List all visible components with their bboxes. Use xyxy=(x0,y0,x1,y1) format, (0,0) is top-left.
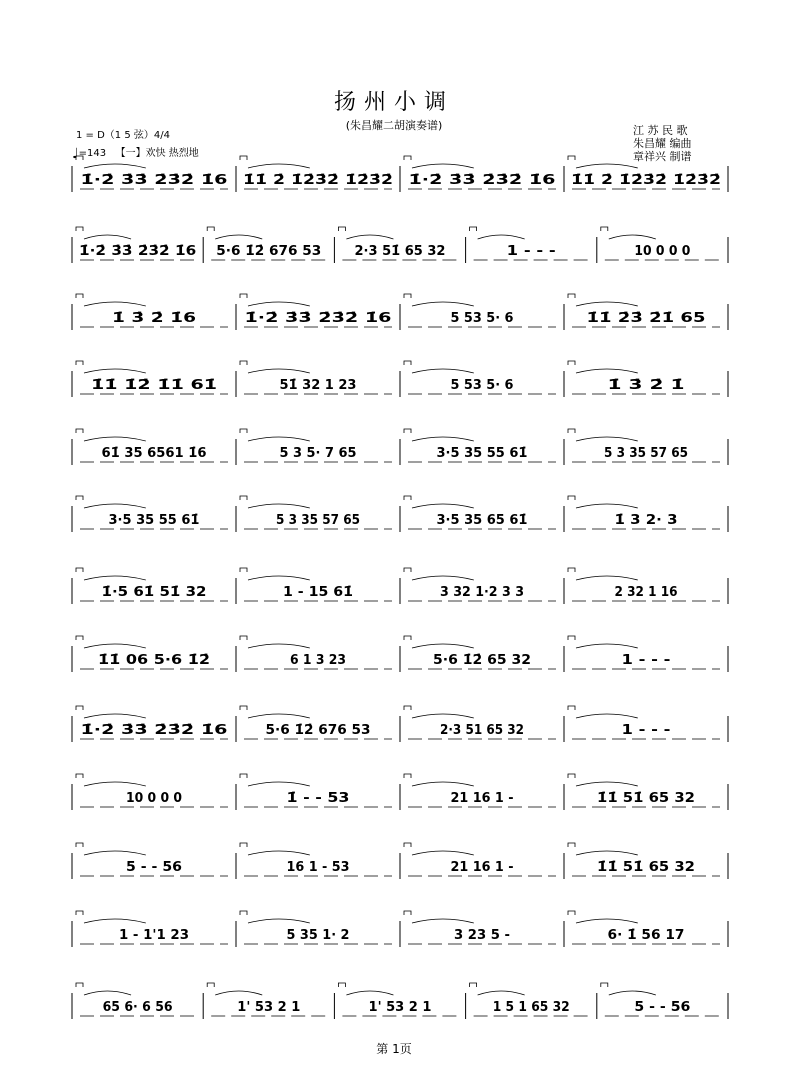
measure-notes: 1̇1̇ 2̇ 1̇2̇3̇2̇ 1̇2̇3̇2̇ xyxy=(571,173,721,188)
measure-notes: 1 - - - xyxy=(621,653,671,668)
measure-notes: 16 1 - 53 xyxy=(286,860,350,875)
measure-notes: 21 16 1 - xyxy=(450,860,514,875)
slur-mark xyxy=(412,919,474,923)
score-row xyxy=(72,716,728,750)
down-bow-icon xyxy=(404,636,411,640)
down-bow-icon xyxy=(76,983,83,987)
measure-notes: 5 - - 56 xyxy=(126,860,182,875)
slur-mark xyxy=(215,991,262,995)
down-bow-icon xyxy=(568,568,575,572)
slur-mark xyxy=(576,714,638,718)
down-bow-icon xyxy=(76,706,83,710)
score-row-svg xyxy=(72,564,728,614)
measure-notes: 1 - - - xyxy=(506,244,556,259)
down-bow-icon xyxy=(240,706,247,710)
slur-mark xyxy=(84,714,146,718)
down-bow-icon xyxy=(404,843,411,847)
down-bow-icon xyxy=(240,156,247,160)
measure-notes: 1̇ 3̇ 2̇ 1̇6 xyxy=(112,311,196,326)
down-bow-icon xyxy=(470,983,477,987)
measure-notes: 5 3 35 57 65 xyxy=(276,513,360,528)
measure-notes: 5 35 1· 2 xyxy=(286,928,350,943)
score-row xyxy=(72,506,728,540)
measure-notes: 5 3 5· 7 65 xyxy=(279,446,357,461)
slur-mark xyxy=(248,782,310,786)
quarter-note-icon: ♩ xyxy=(72,146,79,162)
down-bow-icon xyxy=(76,156,83,160)
section-marking: 【一】欢快 热烈地 xyxy=(115,148,199,159)
slur-mark xyxy=(412,164,474,168)
measure-notes: 5 3 35 57 65 xyxy=(604,446,688,461)
down-bow-icon xyxy=(76,429,83,433)
slur-mark xyxy=(576,919,638,923)
down-bow-icon xyxy=(76,361,83,365)
slur-mark xyxy=(248,851,310,855)
down-bow-icon xyxy=(76,636,83,640)
measure-notes: 1̇·2̇ 3̇3̇ 2̇3̇2̇ 1̇6 xyxy=(79,244,197,259)
measure-notes: 1' 53 2 1 xyxy=(237,1000,301,1015)
slur-mark xyxy=(84,576,146,580)
slur-mark xyxy=(609,235,656,239)
tempo-bpm: =143 xyxy=(78,148,107,159)
slur-mark xyxy=(412,437,474,441)
measure-notes: 61̇ 35 6561 1̇6 xyxy=(101,446,207,461)
slur-mark xyxy=(248,714,310,718)
score-row-svg xyxy=(72,702,728,752)
measure-notes: 1̇1̇ 51̇ 65 32 xyxy=(597,860,695,875)
slur-mark xyxy=(84,644,146,648)
slur-mark xyxy=(412,302,474,306)
credit-transcriber: 章祥兴 制谱 xyxy=(633,150,692,163)
measure-notes: 3 23 5 - xyxy=(454,928,510,943)
credit-arranger: 朱昌耀 编曲 xyxy=(633,137,692,150)
score-row xyxy=(72,371,728,405)
down-bow-icon xyxy=(404,156,411,160)
slur-mark xyxy=(84,991,131,995)
down-bow-icon xyxy=(338,983,345,987)
score-row xyxy=(72,304,728,338)
score-row-svg xyxy=(72,425,728,475)
down-bow-icon xyxy=(76,496,83,500)
down-bow-icon xyxy=(404,429,411,433)
down-bow-icon xyxy=(568,156,575,160)
down-bow-icon xyxy=(601,983,608,987)
slur-mark xyxy=(215,235,262,239)
down-bow-icon xyxy=(76,568,83,572)
slur-mark xyxy=(84,437,146,441)
measure-notes: 1̇·2̇ 3̇3̇ 2̇3̇2̇ 1̇6 xyxy=(244,311,392,326)
down-bow-icon xyxy=(240,496,247,500)
slur-mark xyxy=(84,369,146,373)
slur-mark xyxy=(412,782,474,786)
down-bow-icon xyxy=(240,911,247,915)
slur-mark xyxy=(346,235,393,239)
score-row-svg xyxy=(72,492,728,542)
measure-notes: 1̇1̇ 2̇ 1̇2̇3̇2̇ 1̇2̇3̇2̇ xyxy=(243,173,393,188)
measure-notes: 5 - - 56 xyxy=(634,1000,691,1015)
slur-mark xyxy=(478,991,525,995)
page-number: 第 1页 xyxy=(376,1042,412,1056)
slur-mark xyxy=(248,164,310,168)
measure-notes: 51̇ 32 1 23 xyxy=(279,378,357,393)
score-row xyxy=(72,646,728,680)
slur-mark xyxy=(412,576,474,580)
measure-notes: 5·6 1̇2̇ 676 53 xyxy=(265,723,371,738)
down-bow-icon xyxy=(404,706,411,710)
down-bow-icon xyxy=(568,911,575,915)
score-row xyxy=(72,166,728,200)
down-bow-icon xyxy=(568,774,575,778)
score-row xyxy=(72,237,728,271)
score-row xyxy=(72,993,728,1027)
down-bow-icon xyxy=(470,227,477,231)
measure-notes: 1̇1̇ 2̇3̇ 2̇1̇ 65 xyxy=(586,311,706,326)
score-row-svg xyxy=(72,632,728,682)
slur-mark xyxy=(576,576,638,580)
down-bow-icon xyxy=(568,361,575,365)
down-bow-icon xyxy=(404,911,411,915)
slur-mark xyxy=(576,782,638,786)
measure-notes: 65 6· 6 56 xyxy=(102,1000,173,1015)
measure-notes: 5 53 5· 6 xyxy=(450,378,514,393)
slur-mark xyxy=(576,369,638,373)
measure-notes: 10 0 0 0 xyxy=(126,791,182,806)
score-row xyxy=(72,921,728,955)
slur-mark xyxy=(412,504,474,508)
down-bow-icon xyxy=(76,774,83,778)
key-signature: 1 = D（1 5 弦）4/4 xyxy=(76,130,170,141)
slur-mark xyxy=(478,235,525,239)
score-row-svg xyxy=(72,290,728,340)
down-bow-icon xyxy=(568,706,575,710)
measure-notes: 3·5 35 55 61̇ xyxy=(108,513,200,528)
down-bow-icon xyxy=(76,294,83,298)
measure-notes: 1 5 1 65 32 xyxy=(492,1000,570,1015)
slur-mark xyxy=(84,164,146,168)
slur-mark xyxy=(84,782,146,786)
score-subtitle: (朱昌耀二胡演奏谱) xyxy=(345,119,443,132)
down-bow-icon xyxy=(240,774,247,778)
down-bow-icon xyxy=(240,568,247,572)
score-row xyxy=(72,784,728,818)
slur-mark xyxy=(248,437,310,441)
slur-mark xyxy=(576,302,638,306)
slur-mark xyxy=(84,302,146,306)
down-bow-icon xyxy=(568,496,575,500)
down-bow-icon xyxy=(207,227,214,231)
slur-mark xyxy=(84,919,146,923)
measure-notes: 2·3 51̇ 65 32 xyxy=(354,244,446,259)
measure-notes: 3·5 35 55 61̇ xyxy=(436,446,528,461)
slur-mark xyxy=(609,991,656,995)
measure-notes: 1 - - - xyxy=(621,723,671,738)
slur-mark xyxy=(576,851,638,855)
slur-mark xyxy=(576,504,638,508)
down-bow-icon xyxy=(404,361,411,365)
measure-notes: 10 0 0 0 xyxy=(634,244,691,259)
measure-notes: 1̇1̇ 06 5·6 1̇2̇ xyxy=(98,653,210,668)
measure-notes: 1̇·2̇ 3̇3̇ 2̇3̇2̇ 1̇6 xyxy=(80,723,228,738)
measure-notes: 1̇·2̇ 3̇3̇ 2̇3̇2̇ 1̇6 xyxy=(408,173,556,188)
score-row-svg xyxy=(72,223,728,273)
measure-notes: 1̇·5 61̇ 51̇ 32 xyxy=(101,585,207,600)
score-title: 扬州小调 xyxy=(333,90,454,115)
down-bow-icon xyxy=(76,843,83,847)
slur-mark xyxy=(248,302,310,306)
down-bow-icon xyxy=(240,636,247,640)
slur-mark xyxy=(84,851,146,855)
score-row xyxy=(72,853,728,887)
score-row-svg xyxy=(72,152,728,202)
slur-mark xyxy=(84,235,131,239)
measure-notes: 21 16 1 - xyxy=(450,791,514,806)
down-bow-icon xyxy=(568,429,575,433)
down-bow-icon xyxy=(76,227,83,231)
measure-notes: 2·3 51 65 32 xyxy=(440,723,524,738)
slur-mark xyxy=(248,369,310,373)
score-row-svg xyxy=(72,979,728,1029)
down-bow-icon xyxy=(601,227,608,231)
measure-notes: 5·6 1̇2̇ 65 32 xyxy=(433,653,531,668)
measure-notes: 6· 1̇ 56 17 xyxy=(607,928,685,943)
measure-notes: 5 53 5· 6 xyxy=(450,311,514,326)
measure-notes: 1 - 1'1 23 xyxy=(119,928,189,943)
score-row-svg xyxy=(72,839,728,889)
credit-origin: 江 苏 民 歌 xyxy=(633,124,688,137)
score-row xyxy=(72,439,728,473)
score-row-svg xyxy=(72,907,728,957)
down-bow-icon xyxy=(240,429,247,433)
slur-mark xyxy=(248,644,310,648)
down-bow-icon xyxy=(568,843,575,847)
down-bow-icon xyxy=(240,294,247,298)
down-bow-icon xyxy=(568,636,575,640)
measure-notes: 3·5 35 65 61̇ xyxy=(436,513,528,528)
measure-notes: 1' 53 2 1 xyxy=(368,1000,432,1015)
slur-mark xyxy=(576,437,638,441)
down-bow-icon xyxy=(404,294,411,298)
down-bow-icon xyxy=(240,843,247,847)
score-row-svg xyxy=(72,770,728,820)
slur-mark xyxy=(412,644,474,648)
slur-mark xyxy=(576,644,638,648)
measure-notes: 5·6 1̇2̇ 676 53 xyxy=(216,244,322,259)
slur-mark xyxy=(346,991,393,995)
slur-mark xyxy=(412,714,474,718)
slur-mark xyxy=(248,504,310,508)
slur-mark xyxy=(248,919,310,923)
measure-notes: 1̇1̇ 1̇2̇ 1̇1̇ 61̇ xyxy=(91,378,217,393)
measure-notes: 2 32 1 16 xyxy=(614,585,678,600)
slur-mark xyxy=(412,369,474,373)
slur-mark xyxy=(412,851,474,855)
down-bow-icon xyxy=(404,774,411,778)
measure-notes: 1̇ - - 53 xyxy=(286,791,350,806)
down-bow-icon xyxy=(240,361,247,365)
slur-mark xyxy=(576,164,638,168)
measure-notes: 1̇ 3̇ 2̇ 1̇ xyxy=(607,378,685,393)
measure-notes: 3 32 1·2 3 3 xyxy=(440,585,524,600)
slur-mark xyxy=(248,576,310,580)
measure-notes: 1 - 15 61̇ xyxy=(283,585,353,600)
down-bow-icon xyxy=(568,294,575,298)
measure-notes: 6 1 3 23 xyxy=(290,653,346,668)
measure-notes: 1̇ 3 2· 3 xyxy=(614,513,678,528)
measure-notes: 1̇·2̇ 3̇3̇ 2̇3̇2̇ 1̇6 xyxy=(80,173,228,188)
down-bow-icon xyxy=(207,983,214,987)
slur-mark xyxy=(84,504,146,508)
down-bow-icon xyxy=(338,227,345,231)
measure-notes: 1̇1̇ 51̇ 65 32 xyxy=(597,791,695,806)
down-bow-icon xyxy=(404,496,411,500)
score-row-svg xyxy=(72,357,728,407)
score-row xyxy=(72,578,728,612)
down-bow-icon xyxy=(404,568,411,572)
down-bow-icon xyxy=(76,911,83,915)
